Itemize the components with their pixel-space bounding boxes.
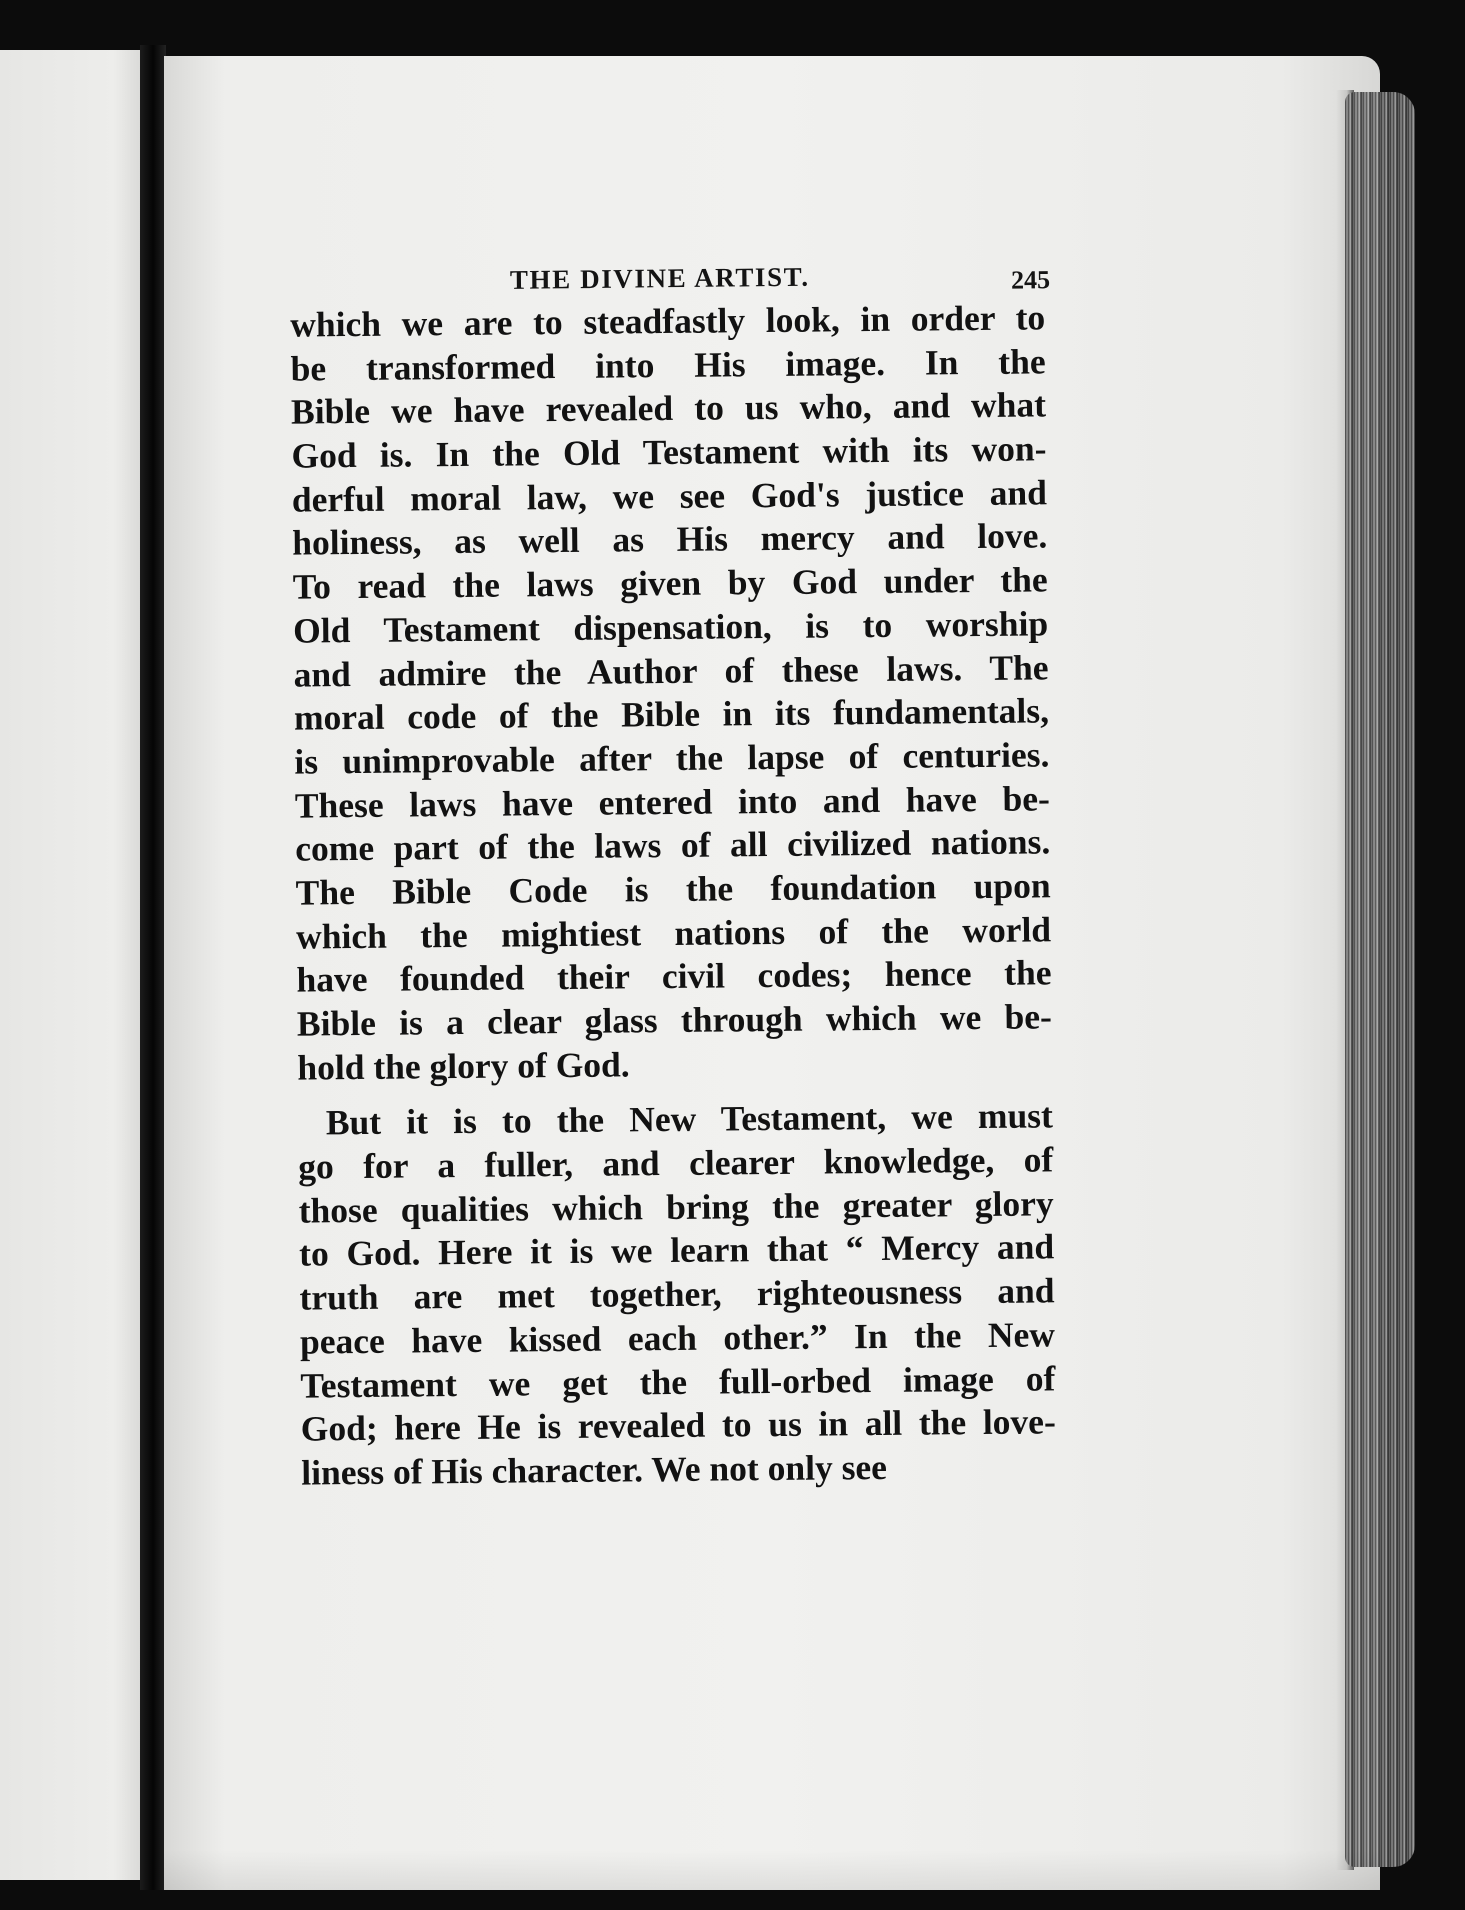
text-line: But it is to the New Testament, we must <box>325 1095 1054 1143</box>
left-page-edge <box>0 50 142 1880</box>
running-head-title: THE DIVINE ARTIST. <box>509 261 810 295</box>
page-bottom-shadow <box>164 1850 1380 1890</box>
text-line: derful moral law, we see God's justice and <box>291 472 1048 520</box>
page-number: 245 <box>1010 265 1051 295</box>
text-line: liness of His character. We not only see <box>301 1446 888 1493</box>
text-line: Old Testament dispensation, is to worship <box>292 603 1049 651</box>
text-line: The Bible Code is the foundation upon <box>295 865 1051 913</box>
text-line: and admire the Author of these laws. The <box>293 646 1049 695</box>
paragraph-1 <box>290 296 1053 1090</box>
text-line: These laws have entered into and have be- <box>294 777 1050 826</box>
text-line: hold the glory of God. <box>297 1044 630 1088</box>
text-line: go for a fuller, and clearer knowledge, of <box>298 1139 1054 1187</box>
text-line: be transformed into His image. In the <box>290 341 1046 389</box>
book-gutter <box>140 45 166 1890</box>
text-line: to God. Here it is we learn that “ Mercy and <box>298 1226 1055 1275</box>
text-line: have founded their civil codes; hence the <box>296 952 1052 1000</box>
text-line: God; here He is revealed to us in all the love- <box>300 1401 1056 1449</box>
paragraph-2 <box>298 1095 1057 1495</box>
body-text <box>290 296 1056 1495</box>
text-line: truth are met together, righteousness and <box>299 1270 1055 1318</box>
text-line: come part of the laws of all civilized nations. <box>295 821 1051 869</box>
text-line: which the mightiest nations of the world <box>295 908 1052 957</box>
text-line: those qualities which bring the greater glory <box>298 1183 1054 1231</box>
text-line: Bible is a clear glass through which we be- <box>296 996 1053 1044</box>
page-edges <box>1345 92 1415 1867</box>
text-line: which we are to steadfastly look, in order to <box>290 297 1046 345</box>
text-line: Bible we have revealed to us who, and what <box>290 384 1047 432</box>
text-line: Testament we get the full-orbed image of <box>300 1357 1056 1406</box>
text-line: To read the laws given by God under the <box>292 559 1048 607</box>
text-line: is unimprovable after the lapse of centuries. <box>294 734 1050 782</box>
text-line: moral code of the Bible in its fundamentals, <box>293 690 1050 738</box>
text-line: peace have kissed each other.” In the New <box>299 1314 1056 1362</box>
text-line: holiness, as well as His mercy and love. <box>292 515 1048 564</box>
text-line: God is. In the Old Testament with its won- <box>291 428 1047 476</box>
